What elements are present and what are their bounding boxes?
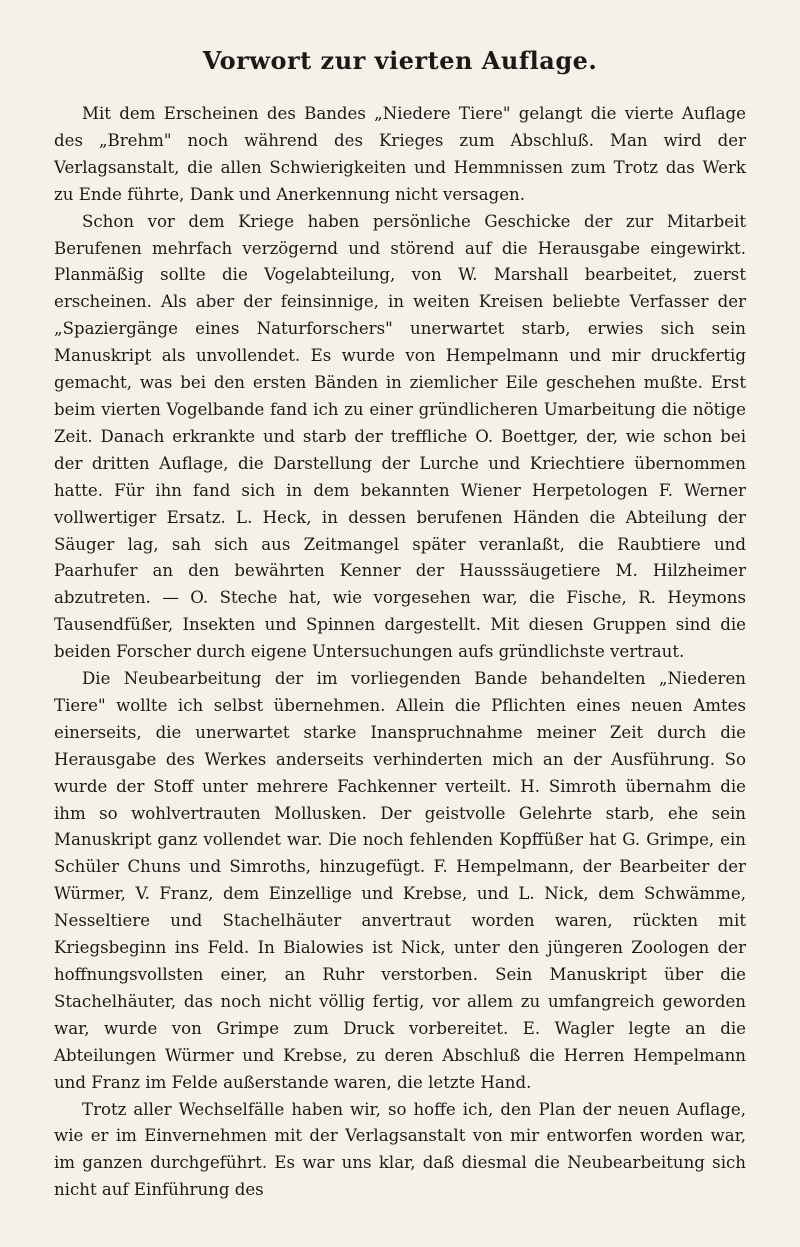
paragraph-2: Schon vor dem Kriege haben persönliche Geschicke der zur Mitarbeit Berufenen mehrfach verzögernd und störend auf die Herausgabe eingewirkt. Planmäßig sollte die Vogelabteilung, von W. Marshall bearbeitet, zuerst erscheinen. Als aber der feinsinnige, in weiten Kreisen beliebte Verfasser der „Spaziergänge eines Naturforschers" unerwartet starb, erwies sich sein Manuskript als unvollendet. Es wurde von Hempelmann und mir druckfertig gemacht, was bei den ersten Bänden in ziemlicher Eile geschehen mußte. Erst beim vierten Vogelbande fand ich zu einer gründlicheren Umarbeitung die nötige Zeit. Danach erkrankte und starb der treffliche O. Boettger, der, wie schon bei der dritten Auflage, die Darstellung der Lurche und Kriechtiere übernommen hatte. Für ihn fand sich in dem bekannten Wiener Herpetologen F. Werner vollwertiger Ersatz. L. Heck, in dessen berufenen Händen die Abteilung der Säuger lag, sah sich aus Zeitmangel später veranlaßt, die Raubtiere und Paarhufer an den bewährten Kenner der Hausssäugetiere M. Hilzheimer abzutreten. — O. Steche hat, wie vorgesehen war, die Fische, R. Heymons Tausendfüßer, Insekten und Spinnen dargestellt. Mit diesen Gruppen sind die beiden Forscher durch eigene Untersuchungen aufs gründlichste vertraut. xyxy=(54,211,746,662)
paragraph-3: Die Neubearbeitung der im vorliegenden Bande behandelten „Niederen Tiere" wollte ich selbst übernehmen. Allein die Pflichten eines neuen Amtes einerseits, die unerwartet starke Inanspruchnahme meiner Zeit durch die Herausgabe des Werkes anderseits verhinderten mich an der Ausführung. So wurde der Stoff unter mehrere Fachkenner verteilt. H. Simroth übernahm die ihm so wohlvertrauten Mollusken. Der geistvolle Gelehrte starb, ehe sein Manuskript ganz vollendet war. Die noch fehlenden Kopffüßer hat G. Grimpe, ein Schüler Chuns und Simroths, hinzugefügt. F. Hempelmann, der Bearbeiter der Würmer, V. Franz, dem Einzellige und Krebse, und L. Nick, dem Schwämme, Nesseltiere und Stachelhäuter anvertraut worden waren, rückten mit Kriegsbeginn ins Feld. In Bialowies ist Nick, unter den jüngeren Zoologen der hoffnungsvollsten einer, an Ruhr verstorben. Sein Manuskript über die Stachelhäuter, das noch nicht völlig fertig, vor allem zu umfangreich geworden war, wurde von Grimpe zum Druck vorbereitet. E. Wagler legte an die Abteilungen Würmer und Krebse, zu deren Abschluß die Herren Hempelmann und Franz im Felde außerstande waren, die letzte Hand. xyxy=(54,669,746,1092)
paragraph-1: Mit dem Erscheinen des Bandes „Niedere Tiere" gelangt die vierte Auflage des „Brehm" noch während des Krieges zum Abschluß. Man wird der Verlagsanstalt, die allen Schwierigkeiten und Hemmnissen zum Trotz das Werk zu Ende führte, Dank und Anerkennung nicht versagen. xyxy=(54,104,746,204)
page-title: Vorwort zur vierten Auflage. xyxy=(202,46,598,75)
paragraph-4: Trotz aller Wechselfälle haben wir, so hoffe ich, den Plan der neuen Auflage, wie er im Einvernehmen mit der Verlagsanstalt von mir entworfen worden war, im ganzen durchgeführt. Es war uns klar, daß diesmal die Neubearbeitung sich nicht auf Einführung des xyxy=(54,1099,746,1200)
